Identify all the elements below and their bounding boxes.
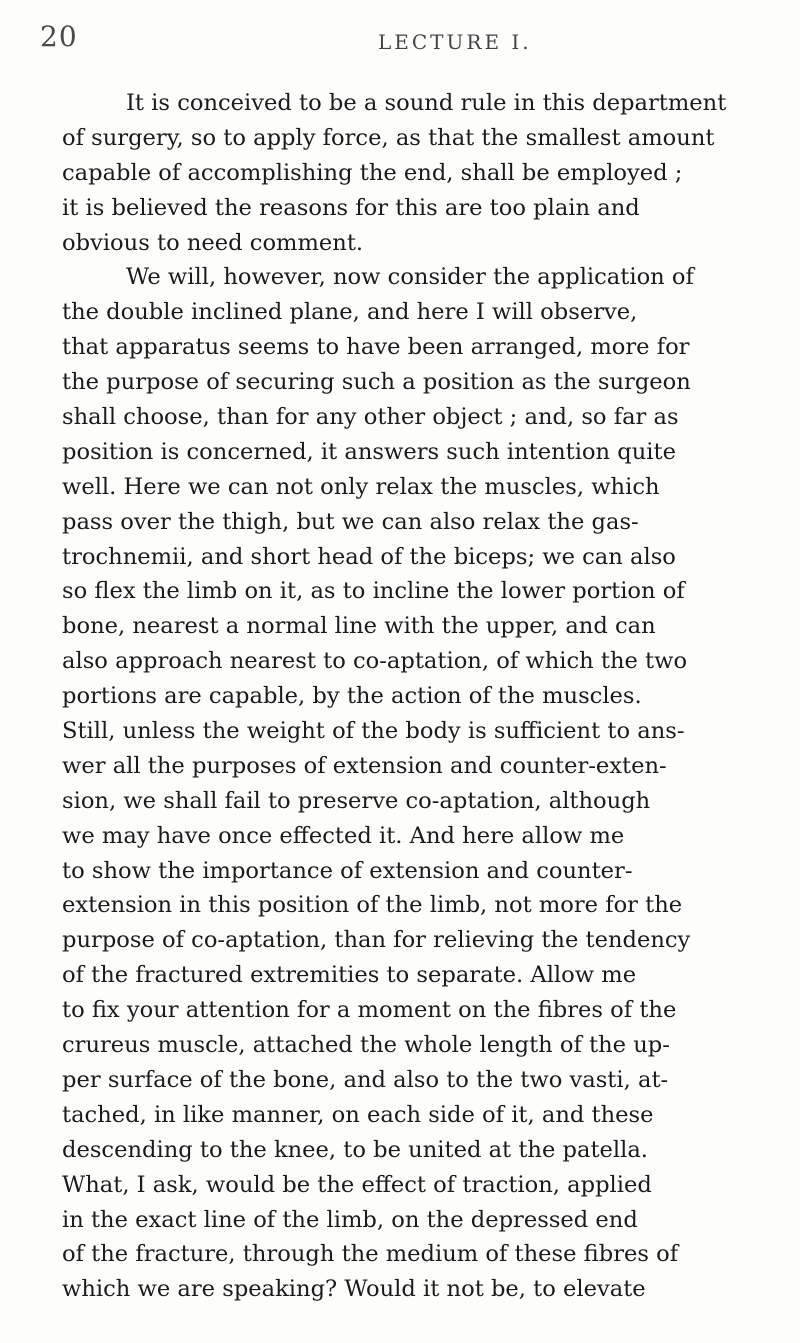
text-line: shall choose, than for any other object ; and, so far as — [62, 404, 679, 431]
text-line: We will, however, now consider the application of — [126, 264, 694, 291]
text-line: position is concerned, it answers such intention quite — [62, 438, 676, 465]
text-line: which we are speaking? Would it not be, to elevate — [62, 1276, 646, 1303]
text-line: of the fracture, through the medium of these fibres of — [62, 1241, 679, 1268]
text-line: so flex the limb on it, as to incline the lower portion of — [62, 578, 685, 605]
text-line: crureus muscle, attached the whole length of the up- — [62, 1032, 670, 1059]
running-title: LECTURE I. — [378, 30, 532, 54]
text-line: tached, in like manner, on each side of it, and these — [62, 1101, 654, 1128]
text-line: bone, nearest a normal line with the upper, and can — [62, 613, 656, 640]
text-line: pass over the thigh, but we can also relax the gas- — [62, 508, 639, 535]
text-line: we may have once effected it. And here allow me — [62, 822, 625, 849]
text-line: trochnemii, and short head of the biceps; we can also — [62, 543, 676, 570]
text-line: obvious to need comment. — [62, 229, 364, 256]
text-line: in the exact line of the limb, on the depressed end — [62, 1206, 638, 1233]
text-line: sion, we shall fail to preserve co-aptation, although — [62, 787, 651, 814]
text-line: wer all the purposes of extension and counter-exten- — [62, 752, 667, 779]
body-text — [62, 86, 800, 1307]
text-line: also approach nearest to co-aptation, of which the two — [62, 648, 688, 675]
text-line: per surface of the bone, and also to the two vasti, at- — [62, 1066, 669, 1093]
text-line: that apparatus seems to have been arranged, more for — [62, 334, 690, 361]
text-line: Still, unless the weight of the body is sufficient to ans- — [62, 718, 685, 745]
text-line: It is conceived to be a sound rule in this department — [126, 90, 727, 116]
page-number: 20 — [40, 20, 78, 53]
text-line: to fix your attention for a moment on the fibres of the — [62, 997, 677, 1024]
text-line: the purpose of securing such a position as the surgeon — [62, 369, 691, 396]
text-line: descending to the knee, to be united at the patella. — [62, 1136, 648, 1163]
text-line: the double inclined plane, and here I will observe, — [62, 299, 638, 326]
text-line: of surgery, so to apply force, as that the smallest amount — [62, 124, 715, 151]
text-line: purpose of co-aptation, than for relieving the tendency — [62, 927, 691, 954]
text-line: What, I ask, would be the effect of traction, applied — [62, 1171, 652, 1198]
text-line: of the fractured extremities to separate. Allow me — [62, 962, 637, 989]
text-line: extension in this position of the limb, not more for the — [62, 892, 683, 919]
text-line: it is believed the reasons for this are too plain and — [62, 194, 640, 221]
text-line: well. Here we can not only relax the muscles, which — [62, 473, 660, 500]
text-line: portions are capable, by the action of the muscles. — [62, 683, 642, 710]
text-line: capable of accomplishing the end, shall be employed ; — [62, 159, 683, 186]
text-line: to show the importance of extension and counter- — [62, 857, 633, 884]
